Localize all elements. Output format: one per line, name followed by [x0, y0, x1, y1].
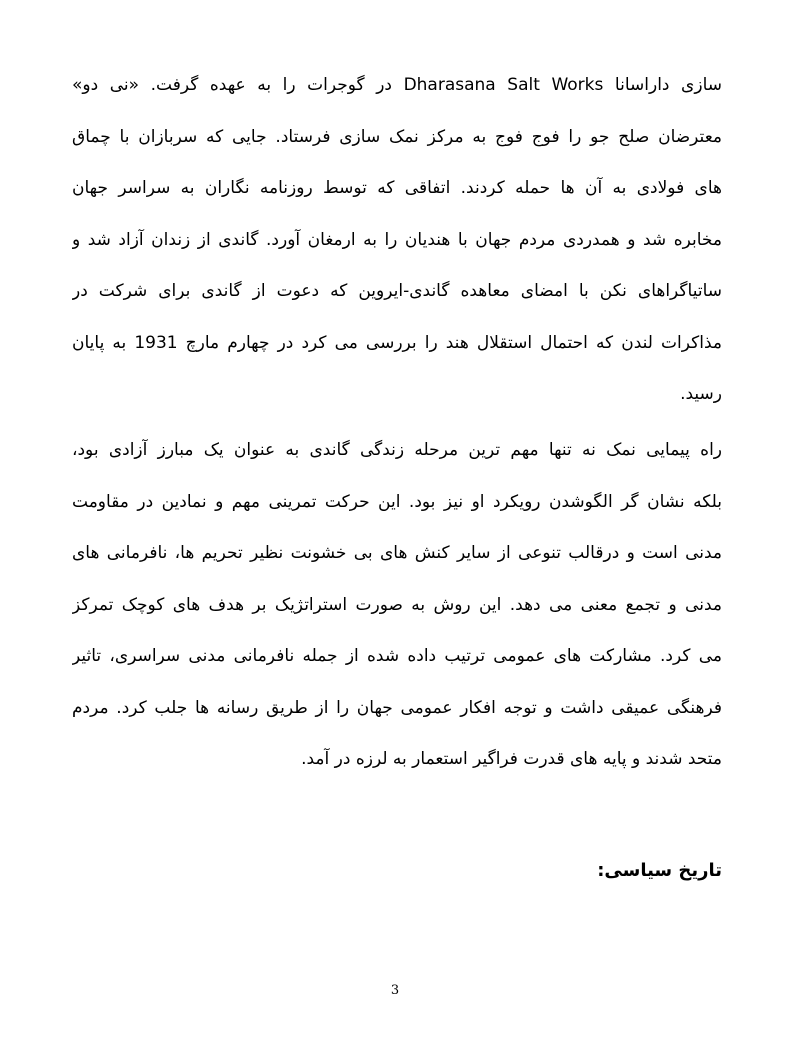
- paragraph-line: سازی داراسانا Dharasana Salt Works در گوجرات را به عهده گرفت. «نی دو»: [72, 75, 722, 95]
- paragraph-line: مدنی است و درقالب تنوعی از سایر کنش های بی خشونت نظیر تحریم ها، نافرمانی های: [72, 543, 722, 563]
- paragraph-line: معترضان صلح جو را فوج فوج به مرکز نمک سازی فرستاد. جایی که سربازان با چماق: [72, 126, 722, 147]
- paragraph-salt-works: [72, 60, 722, 421]
- paragraph-line: مدنی و تجمع معنی می دهد. این روش به صورت استراتژیک بر هدف های کوچک تمرکز: [72, 594, 722, 615]
- paragraph-line: مذاکرات لندن که احتمال استقلال هند را بررسی می کرد در چهارم مارچ 1931 به پایان: [72, 332, 722, 353]
- paragraph-line: متحد شدند و پایه های قدرت فراگیر استعمار به لرزه در آمد.: [301, 749, 722, 769]
- paragraph-line: رسید.: [680, 384, 722, 404]
- section-heading: تاریخ سیاسی:: [597, 860, 722, 881]
- page-number: 3: [390, 983, 400, 998]
- paragraph-line: می کرد. مشارکت های عمومی ترتیب داده شده از جمله نافرمانی مدنی سراسری، تاثیر: [72, 646, 722, 666]
- paragraph-line: راه پیمایی نمک نه تنها مهم ترین مرحله زندگی گاندی به عنوان یک مبارز آزادی بود،: [72, 440, 722, 460]
- paragraph-line: مخابره شد و همدردی مردم جهان با هندیان را به ارمغان آورد. گاندی از زندان آزاد شد و: [72, 229, 722, 250]
- paragraph-line: های فولادی به آن ها حمله کردند. اتفاقی که توسط روزنامه نگاران به سراسر جهان: [72, 178, 722, 198]
- paragraph-salt-march: [72, 425, 722, 786]
- paragraph-line: ساتیاگراهای نکن با امضای معاهده گاندی-ایروین که دعوت از گاندی برای شرکت در: [72, 281, 722, 301]
- paragraph-line: بلکه نشان گر الگوشدن رویکرد او نیز بود. این حرکت تمرینی مهم و نمادین در مقاومت: [72, 491, 722, 512]
- paragraph-line: فرهنگی عمیقی داشت و توجه افکار عمومی جهان را از طریق رسانه ها جلب کرد. مردم: [72, 697, 722, 718]
